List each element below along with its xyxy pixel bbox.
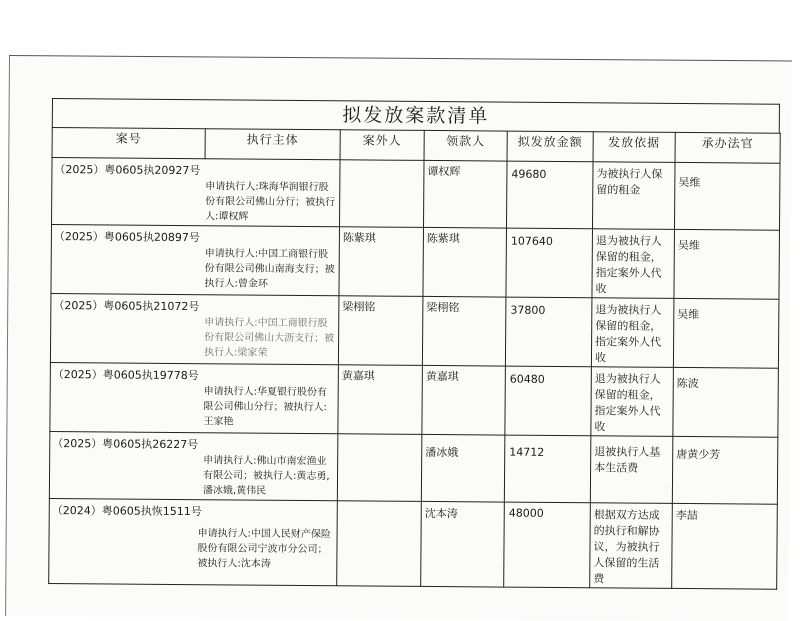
table-row xyxy=(52,158,781,231)
basis-cell: 退为被执行人保留的租金，指定案外人代收 xyxy=(591,298,674,368)
payout-table xyxy=(48,127,781,590)
payee-cell: 谭权辉 xyxy=(423,160,507,228)
payee-cell: 黄嘉琪 xyxy=(422,365,506,435)
amount-cell: 107640 xyxy=(506,228,593,298)
case-number: （2024）粤0605执恢1511号 xyxy=(51,504,202,519)
amount-cell: 48000 xyxy=(504,502,591,588)
header-executing-party: 执行主体 xyxy=(205,129,340,160)
table-row xyxy=(50,293,779,368)
case-cell xyxy=(52,158,341,227)
case-number: （2025）粤0605执20927号 xyxy=(54,163,201,178)
payee-cell: 潘冰娥 xyxy=(421,434,505,502)
outsider-cell: 陈紫琪 xyxy=(339,227,424,297)
table-row xyxy=(50,362,779,437)
header-judge: 承办法官 xyxy=(675,132,780,163)
table-row xyxy=(51,225,780,300)
document-table-sheet xyxy=(48,98,780,590)
payee-cell: 梁栩铭 xyxy=(422,296,506,366)
header-case-no: 案号 xyxy=(52,128,205,159)
executing-party: 申请执行人:华夏银行股份有限公司佛山分行；被执行人:王家艳 xyxy=(203,386,328,428)
judge-cell: 吴维 xyxy=(674,229,780,299)
judge-cell: 李喆 xyxy=(672,503,778,589)
case-number: （2025）粤0605执20897号 xyxy=(53,230,200,245)
executing-party: 申请执行人:中国人民财产保险股份有限公司宁波市分公司；被执行人:沈本涛 xyxy=(197,528,331,570)
amount-cell: 14712 xyxy=(504,435,591,503)
judge-cell: 陈波 xyxy=(673,367,779,437)
document-title: 拟发放案款清单 xyxy=(52,98,780,133)
case-cell xyxy=(49,498,338,585)
case-number: （2025）粤0605执19778号 xyxy=(52,368,199,383)
basis-cell: 退被执行人基本生活费 xyxy=(590,436,673,504)
basis-cell: 退为被执行人保留的租金，指定案外人代收 xyxy=(591,367,674,437)
payee-cell: 陈紫琪 xyxy=(423,227,507,297)
basis-cell: 根据双方达成的执行和解协议，为被执行人保留的生活费 xyxy=(590,503,673,589)
outsider-cell xyxy=(337,434,422,502)
judge-cell: 吴维 xyxy=(674,162,780,230)
executing-party: 申请执行人:珠海华润银行股份有限公司佛山分行；被执行人:谭权辉 xyxy=(205,181,336,223)
judge-cell: 吴维 xyxy=(673,298,779,368)
basis-cell: 为被执行人保留的租金 xyxy=(592,162,675,230)
header-amount: 拟发放金额 xyxy=(507,131,593,162)
case-number: （2025）粤0605执26227号 xyxy=(52,437,199,452)
outsider-cell xyxy=(339,160,424,228)
case-cell xyxy=(50,362,339,433)
amount-cell: 49680 xyxy=(506,161,593,229)
amount-cell: 37800 xyxy=(505,297,592,367)
payee-cell: 沈本涛 xyxy=(421,501,505,587)
table-row xyxy=(49,498,778,589)
outsider-cell xyxy=(337,501,422,587)
table-row xyxy=(49,431,778,504)
header-basis: 发放依据 xyxy=(593,132,675,163)
basis-cell: 退为被执行人保留的租金，指定案外人代收 xyxy=(592,229,675,299)
case-cell xyxy=(49,431,338,500)
case-cell xyxy=(51,225,340,296)
executing-party: 申请执行人:佛山市南宏渔业有限公司；被执行人:黄志勇,潘冰娥,黄伟民 xyxy=(202,455,330,497)
case-cell xyxy=(50,293,339,364)
header-outsider: 案外人 xyxy=(340,130,424,161)
outsider-cell: 梁栩铭 xyxy=(338,296,423,366)
outsider-cell: 黄嘉琪 xyxy=(338,365,423,435)
amount-cell: 60480 xyxy=(505,366,592,436)
judge-cell: 唐黄少芳 xyxy=(672,436,778,504)
executing-party: 申请执行人:中国工商银行股份有限公司佛山大沥支行；被执行人:梁家荣 xyxy=(203,317,335,359)
header-payee: 领款人 xyxy=(424,130,507,161)
case-number: （2025）粤0605执21072号 xyxy=(53,299,200,314)
executing-party: 申请执行人:中国工商银行股份有限公司佛山南海支行；被执行人:曾金环 xyxy=(204,248,335,290)
